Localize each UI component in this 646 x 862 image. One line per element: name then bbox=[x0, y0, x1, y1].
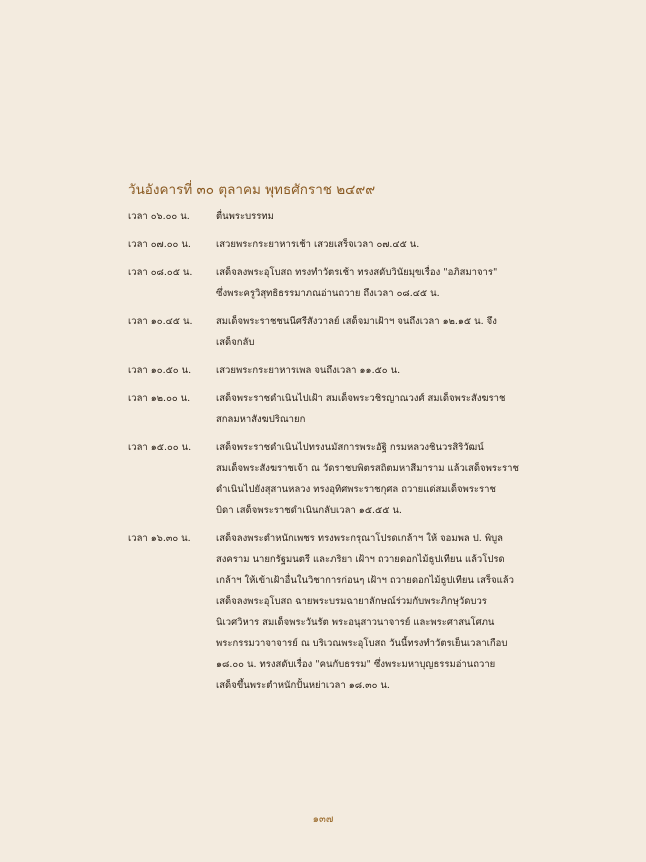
entry-description-line: เสด็จพระราชดำเนินไปเฝ้า สมเด็จพระวชิรญาณวงศ์ สมเด็จพระสังฆราช bbox=[216, 393, 506, 404]
schedule-list bbox=[128, 206, 528, 703]
entry-time: เวลา ๑๐.๔๕ น. bbox=[128, 316, 193, 327]
entry-description-line: เสวยพระกระยาหารเพล จนถึงเวลา ๑๑.๕๐ น. bbox=[216, 365, 401, 376]
entry-description-line: นิเวศวิหาร สมเด็จพระวันรัต พระอนุสาวนาจารย์ และพระศาสนโศภน bbox=[216, 617, 495, 628]
entry-description-line: ซึ่งพระครูวิสุทธิธรรมาภณอ่านถวาย ถึงเวลา ๐๘.๔๕ น. bbox=[216, 288, 440, 299]
entry-description-line: ตื่นพระบรรทม bbox=[216, 211, 274, 222]
entry-time: เวลา ๑๖.๓๐ น. bbox=[128, 533, 191, 544]
entry-description-line: ดำเนินไปยังสุสานหลวง ทรงอุทิศพระราชกุศล ถวายแด่สมเด็จพระราช bbox=[216, 484, 496, 495]
schedule-entry bbox=[128, 437, 528, 521]
entry-description bbox=[216, 388, 528, 430]
entry-description bbox=[216, 528, 528, 696]
entry-description-line: สกลมหาสังฆปริณายก bbox=[216, 414, 306, 425]
schedule-entry bbox=[128, 311, 528, 353]
page-number: ๑๓๗ bbox=[312, 814, 334, 825]
schedule-entry bbox=[128, 234, 528, 255]
entry-description-line: เสด็จกลับ bbox=[216, 337, 255, 348]
entry-description-line: สงคราม นายกรัฐมนตรี และภริยา เฝ้าฯ ถวายดอกไม้ธูปเทียน แล้วโปรด bbox=[216, 554, 505, 565]
entry-description bbox=[216, 360, 528, 381]
page-title: วันอังคารที่ ๓๐ ตุลาคม พุทธศักราช ๒๔๙๙ bbox=[128, 182, 376, 198]
entry-description bbox=[216, 437, 528, 521]
entry-time: เวลา ๑๒.๐๐ น. bbox=[128, 393, 191, 404]
entry-description-line: เสด็จพระราชดำเนินไปทรงนมัสการพระอัฐิ กรมหลวงชินวรสิริวัฒน์ bbox=[216, 442, 484, 453]
entry-time: เวลา ๐๘.๐๕ น. bbox=[128, 267, 193, 278]
entry-time: เวลา ๐๖.๐๐ น. bbox=[128, 211, 190, 222]
entry-description bbox=[216, 311, 528, 353]
schedule-entry bbox=[128, 360, 528, 381]
entry-description-line: พระกรรมวาจาจารย์ ณ บริเวณพระอุโบสถ วันนี้ทรงทำวัตรเย็นเวลาเกือบ bbox=[216, 638, 508, 649]
entry-description-line: เกล้าฯ ให้เข้าเฝ้าอื่นในวิชาการก่อนๆ เฝ้าฯ ถวายดอกไม้ธูปเทียน เสร็จแล้ว bbox=[216, 575, 514, 586]
schedule-entry bbox=[128, 388, 528, 430]
entry-description-line: เสด็จขึ้นพระตำหนักปั้นหย่าเวลา ๑๘.๓๐ น. bbox=[216, 680, 390, 691]
entry-description-line: บิดา เสด็จพระราชดำเนินกลับเวลา ๑๕.๕๕ น. bbox=[216, 505, 402, 516]
entry-description-line: เสวยพระกระยาหารเช้า เสวยเสร็จเวลา ๐๗.๔๕ น. bbox=[216, 239, 420, 250]
entry-description-line: เสด็จลงพระตำหนักเพชร ทรงพระกรุณาโปรดเกล้าฯ ให้ จอมพล ป. พิบูล bbox=[216, 533, 503, 544]
entry-description bbox=[216, 262, 528, 304]
entry-time: เวลา ๐๗.๐๐ น. bbox=[128, 239, 191, 250]
entry-description-line: สมเด็จพระสังฆราชเจ้า ณ วัดราชบพิตรสถิตมหาสีมาราม แล้วเสด็จพระราช bbox=[216, 463, 519, 474]
entry-time: เวลา ๑๐.๕๐ น. bbox=[128, 365, 192, 376]
schedule-entry bbox=[128, 262, 528, 304]
entry-description-line: สมเด็จพระราชชนนีศรีสังวาลย์ เสด็จมาเฝ้าฯ จนถึงเวลา ๑๒.๑๕ น. จึง bbox=[216, 316, 497, 327]
entry-description-line: ๑๘.๐๐ น. ทรงสดับเรื่อง "คนกับธรรม" ซึ่งพระมหาบุญธรรมอ่านถวาย bbox=[216, 659, 496, 670]
entry-description bbox=[216, 234, 528, 255]
entry-description-line: เสด็จลงพระอุโบสถ ฉายพระบรมฉายาลักษณ์ร่วมกับพระภิกษุวัดบวร bbox=[216, 596, 487, 607]
entry-time: เวลา ๑๕.๐๐ น. bbox=[128, 442, 192, 453]
entry-description bbox=[216, 206, 528, 227]
entry-description-line: เสด็จลงพระอุโบสถ ทรงทำวัตรเช้า ทรงสดับวินัยมุขเรื่อง "อภิสมาจาร" bbox=[216, 267, 498, 278]
schedule-entry bbox=[128, 528, 528, 696]
schedule-entry bbox=[128, 206, 528, 227]
